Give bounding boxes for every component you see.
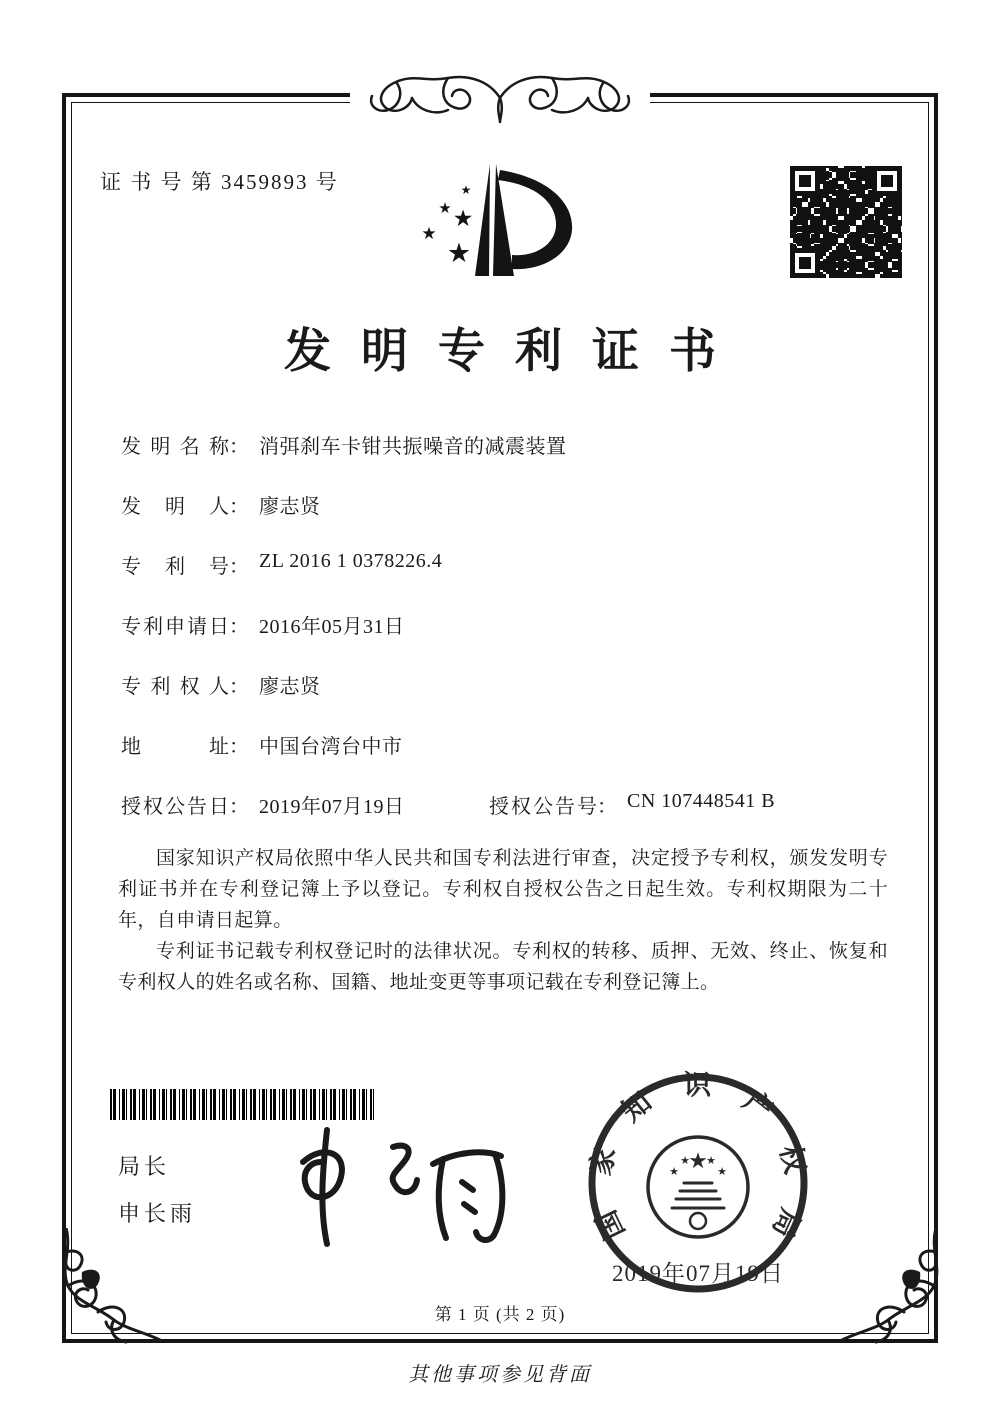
star-icon: ★ bbox=[452, 206, 474, 231]
legal-text bbox=[118, 843, 888, 998]
star-icon: ★ bbox=[421, 224, 437, 243]
field-value-address: 中国台湾台中市 bbox=[259, 736, 403, 758]
patent-office-logo-icon bbox=[398, 156, 603, 309]
field-label: 发明名称 bbox=[121, 436, 229, 458]
star-icon: ★ bbox=[717, 1166, 727, 1178]
field-value-filing-date: 2016年05月31日 bbox=[259, 616, 405, 638]
signature-icon bbox=[265, 1122, 515, 1257]
legal-paragraph-1: 国家知识产权局依照中华人民共和国专利法进行审查，决定授予专利权，颁发发明专利证书并在专利登记簿上予以登记。专利权自授权公告之日起生效。专利权期限为二十年，自申请日起算。 bbox=[118, 848, 888, 931]
qr-finder bbox=[790, 166, 820, 196]
star-icon: ★ bbox=[669, 1166, 679, 1178]
field-value-grant-date: 2019年07月19日 bbox=[259, 796, 405, 818]
field-row: 专利申请日 ： 2016年05月31日 bbox=[121, 610, 901, 670]
star-icon: ★ bbox=[438, 201, 452, 217]
field-row: 地址 ： 中国台湾台中市 bbox=[121, 730, 901, 790]
field-row: 专利权人 ： 廖志贤 bbox=[121, 670, 901, 730]
signer-name: 申长雨 bbox=[118, 1201, 197, 1226]
page-title: 发明专利证书 bbox=[284, 326, 746, 378]
field-list bbox=[121, 430, 901, 850]
back-side-note: 其他事项参见背面 bbox=[408, 1364, 592, 1386]
field-label: 专利申请日 bbox=[121, 616, 229, 638]
field-label: 专利权人 bbox=[121, 676, 229, 698]
field-value-invention-name: 消弭刹车卡钳共振噪音的减震装置 bbox=[259, 436, 567, 458]
seal-ring-text: 国家知识产权局 bbox=[585, 1070, 811, 1245]
field-row: 专利号 ： ZL 2016 1 0378226.4 bbox=[121, 550, 443, 578]
field-label: 发明人 bbox=[121, 496, 229, 518]
field-label: 专利号 bbox=[121, 556, 229, 578]
qr-finder bbox=[790, 248, 820, 278]
national-emblem-icon bbox=[648, 1137, 748, 1237]
certificate-number: 证 书 号 第 3459893 号 bbox=[100, 170, 339, 194]
star-icon: ★ bbox=[460, 183, 472, 197]
star-icon: ★ bbox=[446, 238, 472, 268]
official-seal-icon bbox=[584, 1069, 812, 1302]
qr-finder bbox=[872, 166, 902, 196]
qr-code-icon bbox=[790, 166, 902, 278]
field-row: 授权公告日 ： 2019年07月19日 授权公告号 ： CN 107448541 B bbox=[121, 790, 776, 818]
field-value-inventor: 廖志贤 bbox=[259, 496, 321, 518]
floral-corner-ornament-icon bbox=[838, 1228, 950, 1351]
barcode-icon bbox=[110, 1089, 374, 1120]
field-value-patentee: 廖志贤 bbox=[259, 676, 321, 698]
field-row: 发明人 ： 廖志贤 bbox=[121, 490, 901, 550]
field-row: 发明名称 ： 消弭刹车卡钳共振噪音的减震装置 bbox=[121, 430, 901, 490]
field-label: 授权公告日 bbox=[121, 796, 229, 818]
signer-title: 局长 bbox=[118, 1154, 171, 1179]
seal-date: 2019年07月19日 bbox=[612, 1261, 784, 1286]
field-label: 授权公告号 bbox=[489, 796, 597, 818]
dragon-ornament-icon bbox=[350, 62, 650, 130]
star-icon: ★ bbox=[706, 1155, 716, 1167]
page-number: 第 1 页 (共 2 页) bbox=[434, 1305, 566, 1324]
legal-paragraph-2: 专利证书记载专利权登记时的法律状况。专利权的转移、质押、无效、终止、恢复和专利权人的姓名或名称、国籍、地址变更等事项记载在专利登记簿上。 bbox=[118, 941, 888, 993]
field-value-patent-number: ZL 2016 1 0378226.4 bbox=[259, 550, 443, 572]
star-icon: ★ bbox=[688, 1148, 708, 1173]
star-icon: ★ bbox=[680, 1155, 690, 1167]
field-label: 地址 bbox=[121, 736, 229, 758]
field-value-publication-number: CN 107448541 B bbox=[627, 790, 776, 812]
floral-corner-ornament-icon bbox=[52, 1228, 164, 1351]
